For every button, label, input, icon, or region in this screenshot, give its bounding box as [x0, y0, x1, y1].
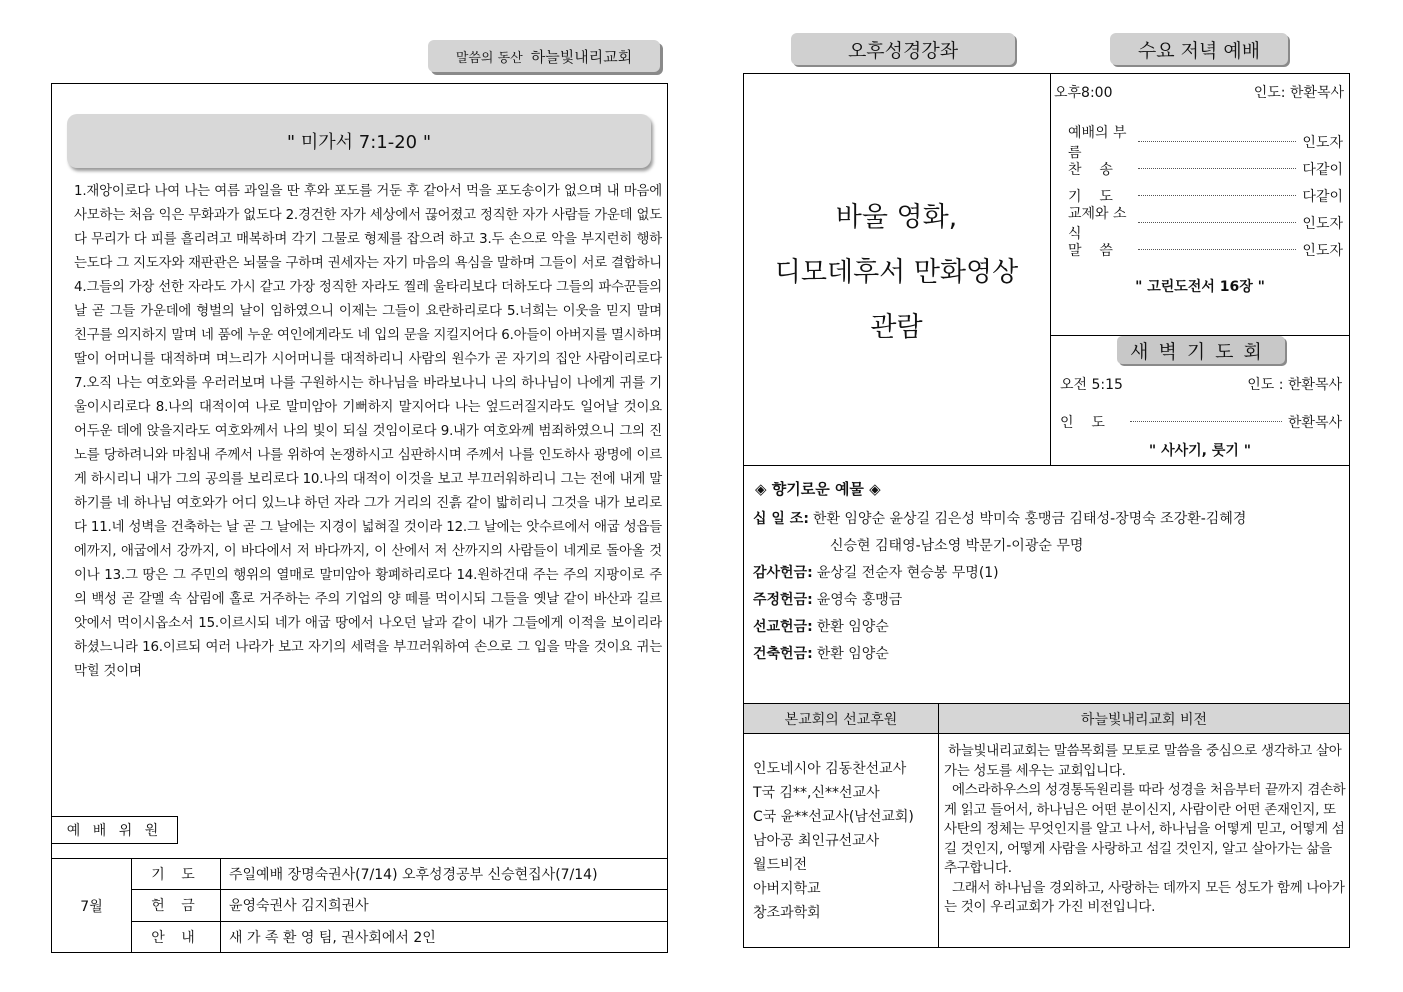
list-item: 인도네시아 김동찬선교사 — [753, 761, 907, 777]
lecture-line: 바울 영화, — [835, 202, 958, 233]
missions-title: 본교회의 선교후원 — [744, 704, 938, 733]
wednesday-service-title: 수요 저녁 예배 — [1110, 33, 1288, 65]
list-item: 남아공 최인규선교사 — [753, 833, 880, 849]
table-row — [52, 890, 668, 921]
list-item: 창조과학회 — [753, 905, 821, 921]
dot-leader — [1138, 141, 1296, 142]
order-who: 한환목사 — [1287, 414, 1342, 431]
order-who: 인도자 — [1302, 242, 1343, 259]
worship-order — [1068, 124, 1343, 263]
dot-leader — [1138, 195, 1296, 196]
offering-row — [826, 533, 1083, 560]
offering-key: 선교헌금: — [753, 619, 813, 635]
offering-key: 주정헌금: — [753, 592, 813, 608]
vision-paragraph: 하늘빛내리교회는 말씀목회를 모토로 말씀을 중심으로 생각하고 살아가는 성도를 세우는 교회입니다. — [944, 743, 1342, 779]
offering-row — [753, 587, 902, 614]
list-item: 월드비전 — [753, 857, 808, 873]
offering-names: 한환 임양순 — [816, 646, 889, 662]
dot-leader — [1130, 421, 1282, 422]
duty-role: 안 내 — [132, 921, 221, 952]
offering-row — [753, 506, 1246, 533]
lecture-topic — [745, 190, 1048, 355]
lecture-line: 관람 — [870, 312, 923, 343]
dot-leader — [1138, 249, 1296, 250]
scripture-text: 1.재앙이로다 나여 나는 여름 과일을 딴 후와 포도를 거둔 후 같아서 먹을 포도송이가 없으며 내 마음에 사모하는 처음 익은 무화과가 없도다 2.경건한 자가 세상에서 끊어졌고 정직한 자가 사람들 가운데 없도다 무리가 다 피를 흘리려고 매복하며 각기 그물로 형제를 잡으려 하고 3.두 손으로 악을 부지런히 행하는도다 그 지도자와 재판관은 뇌물을 구하며 권세자는 자기 마음의 욕심을 말하며 그들이 서로 결합하니 4.그들의 가장 선한 자라도 가시 같고 가장 정직한 자라도 찔레 울타리보다 더하도다 그들의 파수꾼들의 날 곧 그들 가운데에 형벌의 날이 임하였으니 이제는 그들이 요란하리로다 5.너희는 이웃을 믿지 말며 친구를 의지하지 말며 네 품에 누운 여인에게라도 네 입의 문을 지킬지어다 6.아들이 아버지를 멸시하며 딸이 어머니를 대적하며 며느리가 시어머니를 대적하리니 사람의 원수가 곧 자기의 집안 사람이리로다 7.오직 나는 여호와를 우러러보며 나를 구원하시는 하나님을 바라보나니 나의 하나님이 나에게 귀를 기울이시리로다 8.나의 대적이여 나로 말미암아 기뻐하지 말지어다 나는 엎드러질지라도 일어날 것이요 어두운 데에 앉을지라도 여호와께서 나의 빛이 되실 것임이로다 9.내가 여호와께 범죄하였으니 그의 진노를 당하려니와 마침내 주께서 나를 위하여 논쟁하시고 심판하시며 주께서 나를 인도하사 광명에 이르게 하시리니 내가 그의 공의를 보리로다 10.나의 대적이 이것을 보고 부끄러워하리니 그는 전에 내게 말하기를 네 하나님 여호와가 어디 있느냐 하던 자라 그가 거리의 진흙 같이 밟히리니 그것을 내가 보리로다 11.네 성벽을 건축하는 날 곧 그 날에는 지경이 넓혀질 것이라 12.그 날에는 앗수르에서 애굽 성읍들에까지, 애굽에서 강까지, 이 바다에서 저 바다까지, 이 산에서 저 산까지의 사람들이 네게로 돌아올 것이나 13.그 땅은 그 주민의 행위의 열매로 말미암아 황폐하리로다 14.원하건대 주는 주의 지팡이로 주의 백성 곧 갈멜 속 삼림에 홀로 거주하는 주의 기업의 양 떼를 먹이시되 그들을 옛날 같이 바산과 길르앗에서 먹이시옵소서 15.이르시되 네가 애굽 땅에서 나오던 날과 같이 내가 그들에게 이적을 보이리라 하셨느니라 16.이르되 여러 나라가 보고 자기의 세력을 부끄러워하여 손으로 그 입을 막을 것이요 귀는 막힐 것이며 — [74, 184, 662, 679]
wednesday-time: 오후8:00 — [1054, 85, 1113, 101]
dawn-time: 오전 5:15 — [1060, 377, 1123, 393]
divider — [938, 703, 939, 948]
afternoon-lecture-title: 오후성경강좌 — [791, 33, 1015, 65]
vision-text — [944, 742, 1346, 918]
dot-leader — [1138, 222, 1296, 223]
dawn-leader: 인도 : 한환목사 — [1247, 377, 1342, 393]
dawn-order — [1060, 408, 1342, 435]
divider — [743, 465, 1350, 466]
order-item: 인 도 — [1060, 414, 1105, 431]
list-item — [1068, 124, 1343, 161]
offerings-title: ◈ 향기로운 예물 ◈ — [755, 480, 881, 498]
order-item: 찬 송 — [1068, 161, 1113, 178]
dawn-prayer-title: 새벽기도회 — [1117, 336, 1285, 364]
list-item: T국 김**,신**선교사 — [753, 785, 880, 801]
duty-names: 윤영숙권사 김지희권사 — [221, 890, 668, 921]
offering-row — [753, 641, 889, 668]
order-who: 인도자 — [1302, 134, 1343, 151]
offering-key: 감사헌금: — [753, 565, 813, 581]
offering-names: 윤영숙 홍맹금 — [816, 592, 903, 608]
duty-label: 예 배 위 원 — [51, 816, 178, 844]
order-item: 기 도 — [1068, 188, 1113, 205]
dawn-header — [1060, 374, 1342, 394]
offering-names: 윤상길 전순자 현승봉 무명(1) — [816, 565, 999, 581]
lecture-line: 디모데후서 만화영상 — [774, 257, 1019, 288]
duty-table — [51, 858, 668, 953]
vision-paragraph: 에스라하우스의 성경통독원리를 따라 성경을 처음부터 끝까지 겸손하게 읽고 들어서, 하나님은 어떤 분이신지, 사람이란 어떤 존재인지, 또 사탄의 정체는 무엇인지를 알고 나서, 하나님을 어떻게 믿고, 어떻게 섬길 것인지, 어떻게 사람을 사랑하고 섬길 것인지, 알고 살아가는 삶을 추구합니다. — [944, 782, 1346, 876]
table-row — [52, 859, 668, 890]
church-tag — [428, 40, 660, 72]
sermon-text: " 고린도전서 16장 " — [1135, 279, 1265, 295]
offering-names: 한환 임양순 — [816, 619, 889, 635]
dawn-text: " 사사기, 룻기 " — [1148, 443, 1252, 459]
duty-names: 주일예배 장명숙권사(7/14) 오후성경공부 신승현집사(7/14) — [221, 859, 668, 890]
order-item: 말 씀 — [1068, 242, 1113, 259]
scripture-title: " 미가서 7:1-20 " — [67, 114, 651, 168]
vision-title: 하늘빛내리교회 비전 — [939, 704, 1349, 733]
offering-key: 건축헌금: — [753, 646, 813, 662]
offering-row — [753, 560, 999, 587]
divider — [743, 733, 1350, 734]
order-item: 교제와 소식 — [1068, 205, 1127, 242]
duty-names: 새 가 족 환 영 팀, 권사회에서 2인 — [221, 921, 668, 952]
order-who: 다같이 — [1302, 188, 1343, 205]
order-item: 예배의 부름 — [1068, 124, 1127, 161]
church-name: 하늘빛내리교회 — [530, 47, 633, 66]
order-who: 인도자 — [1302, 215, 1343, 232]
offering-row — [753, 614, 889, 641]
duty-role: 기 도 — [132, 859, 221, 890]
wednesday-header — [1054, 82, 1344, 102]
list-item — [1068, 155, 1343, 182]
order-who: 다같이 — [1302, 161, 1343, 178]
duty-month: 7월 — [52, 859, 132, 953]
list-item — [1068, 205, 1343, 242]
list-item: 아버지학교 — [753, 881, 821, 897]
list-item — [1068, 236, 1343, 263]
wednesday-leader: 인도: 한환목사 — [1253, 85, 1344, 101]
offering-names: 신승현 김태영-남소영 박문기-이광순 무명 — [830, 538, 1084, 554]
offering-names: 한환 임양순 윤상길 김은성 박미숙 홍맹금 김태성-장명숙 조강환-김혜경 — [812, 511, 1247, 527]
list-item: C국 윤**선교사(남선교회) — [753, 809, 914, 825]
table-row — [52, 921, 668, 952]
vision-paragraph: 그래서 하나님을 경외하고, 사랑하는 데까지 모든 성도가 함께 나아가는 것이 우리교회가 가진 비전입니다. — [944, 879, 1345, 915]
duty-role: 헌 금 — [132, 890, 221, 921]
offering-key: 십 일 조: — [753, 511, 809, 527]
divider — [1050, 73, 1051, 465]
missions-list — [753, 757, 914, 925]
church-motto: 말씀의 동산 — [455, 50, 523, 66]
dot-leader — [1138, 168, 1296, 169]
